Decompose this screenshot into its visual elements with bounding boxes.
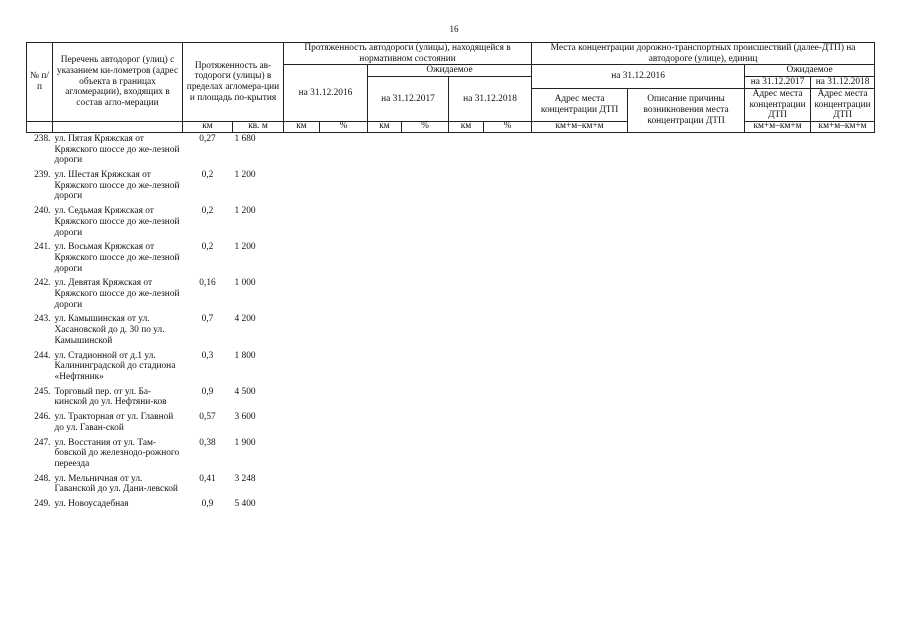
- row-area: 1 000: [234, 278, 256, 289]
- header-length: Протяженность ав-тодороги (улицы) в пределах агломера-ции и площадь по-крытия: [183, 43, 284, 122]
- row-number: 241.: [34, 242, 51, 253]
- unit-address-2016: км+м–км+м: [532, 121, 628, 132]
- row-road: ул. Седьмая Кряжская от Кряжского шоссе до же-лезной дороги: [54, 206, 180, 238]
- table-row: [27, 278, 875, 314]
- row-road: ул. Пятая Кряжская от Кряжского шоссе до же-лезной дороги: [54, 133, 180, 166]
- row-road: ул. Камышинская от ул. Хасановской до д. 30 по ул. Камышинской: [54, 314, 165, 346]
- table-row: [27, 387, 875, 412]
- row-length-km: 0,9: [201, 499, 214, 510]
- unit-sqm: кв. м: [233, 121, 284, 132]
- row-road: ул. Мельничная от ул. Гаванской до ул. Дани-левской: [54, 473, 178, 495]
- row-number: 248.: [34, 473, 51, 484]
- header-roads-unit: [53, 121, 183, 132]
- header-acc-address-2017: Адрес места концентрации ДТП: [745, 88, 811, 121]
- row-number: 238.: [34, 133, 51, 144]
- unit-km-2016: км: [284, 121, 320, 132]
- unit-address-2017: км+м–км+м: [745, 121, 811, 132]
- row-length-km: 0,2: [201, 170, 214, 181]
- table-row: [27, 132, 875, 170]
- header-acc-address-2018: Адрес места концентрации ДТП: [811, 88, 875, 121]
- row-road: ул. Девятая Кряжская от Кряжского шоссе до же-лезной дороги: [54, 278, 180, 310]
- header-norm-2017: на 31.12.2017: [368, 77, 449, 122]
- table-row: [27, 499, 875, 514]
- row-length-km: 0,41: [199, 473, 216, 484]
- table-row: [27, 314, 875, 350]
- header-acc-2018: на 31.12.2018: [811, 77, 875, 89]
- header-acc-expected: Ожидаемое: [745, 65, 875, 77]
- table-row: [27, 170, 875, 206]
- row-length-km: 0,3: [201, 350, 214, 361]
- row-number: 247.: [34, 437, 51, 448]
- row-number: 242.: [34, 278, 51, 289]
- row-length-km: 0,38: [199, 437, 216, 448]
- row-number: 249.: [34, 499, 51, 510]
- unit-pct-2017: %: [402, 121, 449, 132]
- row-area: 4 500: [234, 386, 256, 397]
- row-length-km: 0,27: [199, 133, 216, 144]
- table-row: [27, 206, 875, 242]
- row-road: ул. Стадионной от д.1 ул. Калининградской до стадиона «Нефтяник»: [54, 350, 176, 382]
- unit-pct-2018: %: [484, 121, 532, 132]
- table-row: [27, 351, 875, 387]
- row-area: 3 600: [234, 412, 256, 423]
- row-area: 1 800: [234, 350, 256, 361]
- row-area: 1 200: [234, 170, 256, 181]
- row-number: 244.: [34, 350, 51, 361]
- row-area: 4 200: [234, 314, 256, 325]
- header-num-unit: [27, 121, 53, 132]
- header-acc-2016: на 31.12.2016: [532, 65, 745, 88]
- row-area: 1 900: [234, 437, 256, 448]
- table-row: [27, 438, 875, 474]
- header-acc-address-2016: Адрес места концентрации ДТП: [532, 88, 628, 121]
- page-number: 16: [449, 24, 459, 34]
- row-area: 1 200: [234, 242, 256, 253]
- row-number: 243.: [34, 314, 51, 325]
- row-length-km: 0,9: [201, 386, 214, 397]
- unit-km-2017: км: [368, 121, 402, 132]
- header-accidents: Места концентрации дорожно-транспортных происшествий (далее-ДТП) на автодороге (улице), единиц: [532, 43, 875, 65]
- row-area: 5 400: [234, 499, 256, 510]
- table-row: [27, 242, 875, 278]
- row-number: 239.: [34, 170, 51, 181]
- unit-km-2018: км: [449, 121, 484, 132]
- row-road: ул. Восстания от ул. Там-бовской до железнодо-рожного переезда: [54, 437, 180, 469]
- row-length-km: 0,16: [199, 278, 216, 289]
- roads-table: [26, 42, 875, 514]
- row-area: 1 680: [234, 133, 256, 144]
- row-road: ул. Шестая Кряжская от Кряжского шоссе до же-лезной дороги: [54, 170, 180, 202]
- unit-pct-2016: %: [320, 121, 368, 132]
- header-roads: Перечень автодорог (улиц) с указанием ки-лометров (адрес объекта в границах агломерации), входящих в состав агло-мерации: [53, 43, 183, 122]
- unit-address-2018: км+м–км+м: [811, 121, 875, 132]
- row-road: Торговый пер. от ул. Ба-кинской до ул. Нефтяни-ков: [54, 386, 167, 408]
- row-road: ул. Восьмая Кряжская от Кряжского шоссе до же-лезной дороги: [54, 242, 180, 274]
- row-road: ул. Новоусадебная: [54, 499, 129, 510]
- row-road: ул. Тракторная от ул. Главной до ул. Гаван-ской: [54, 412, 174, 433]
- header-normative: Протяженность автодороги (улицы), находящейся в нормативном состоянии: [284, 43, 532, 65]
- unit-km: км: [183, 121, 233, 132]
- header-norm-2016: на 31.12.2016: [284, 65, 368, 122]
- header-acc-cause: Описание причины возникновения места концентрации ДТП: [628, 88, 745, 132]
- row-number: 246.: [34, 412, 51, 423]
- row-length-km: 0,7: [201, 314, 214, 325]
- row-number: 240.: [34, 206, 51, 217]
- header-norm-expected: Ожидаемое: [368, 65, 532, 77]
- row-area: 3 248: [234, 473, 256, 484]
- row-number: 245.: [34, 386, 51, 397]
- header-acc-2017: на 31.12.2017: [745, 77, 811, 89]
- header-num: № п/п: [27, 43, 53, 122]
- header-norm-2018: на 31.12.2018: [449, 77, 532, 122]
- row-length-km: 0,57: [199, 412, 216, 423]
- row-area: 1 200: [234, 206, 256, 217]
- table-row: [27, 474, 875, 499]
- row-length-km: 0,2: [201, 206, 214, 217]
- row-length-km: 0,2: [201, 242, 214, 253]
- table-row: [27, 412, 875, 437]
